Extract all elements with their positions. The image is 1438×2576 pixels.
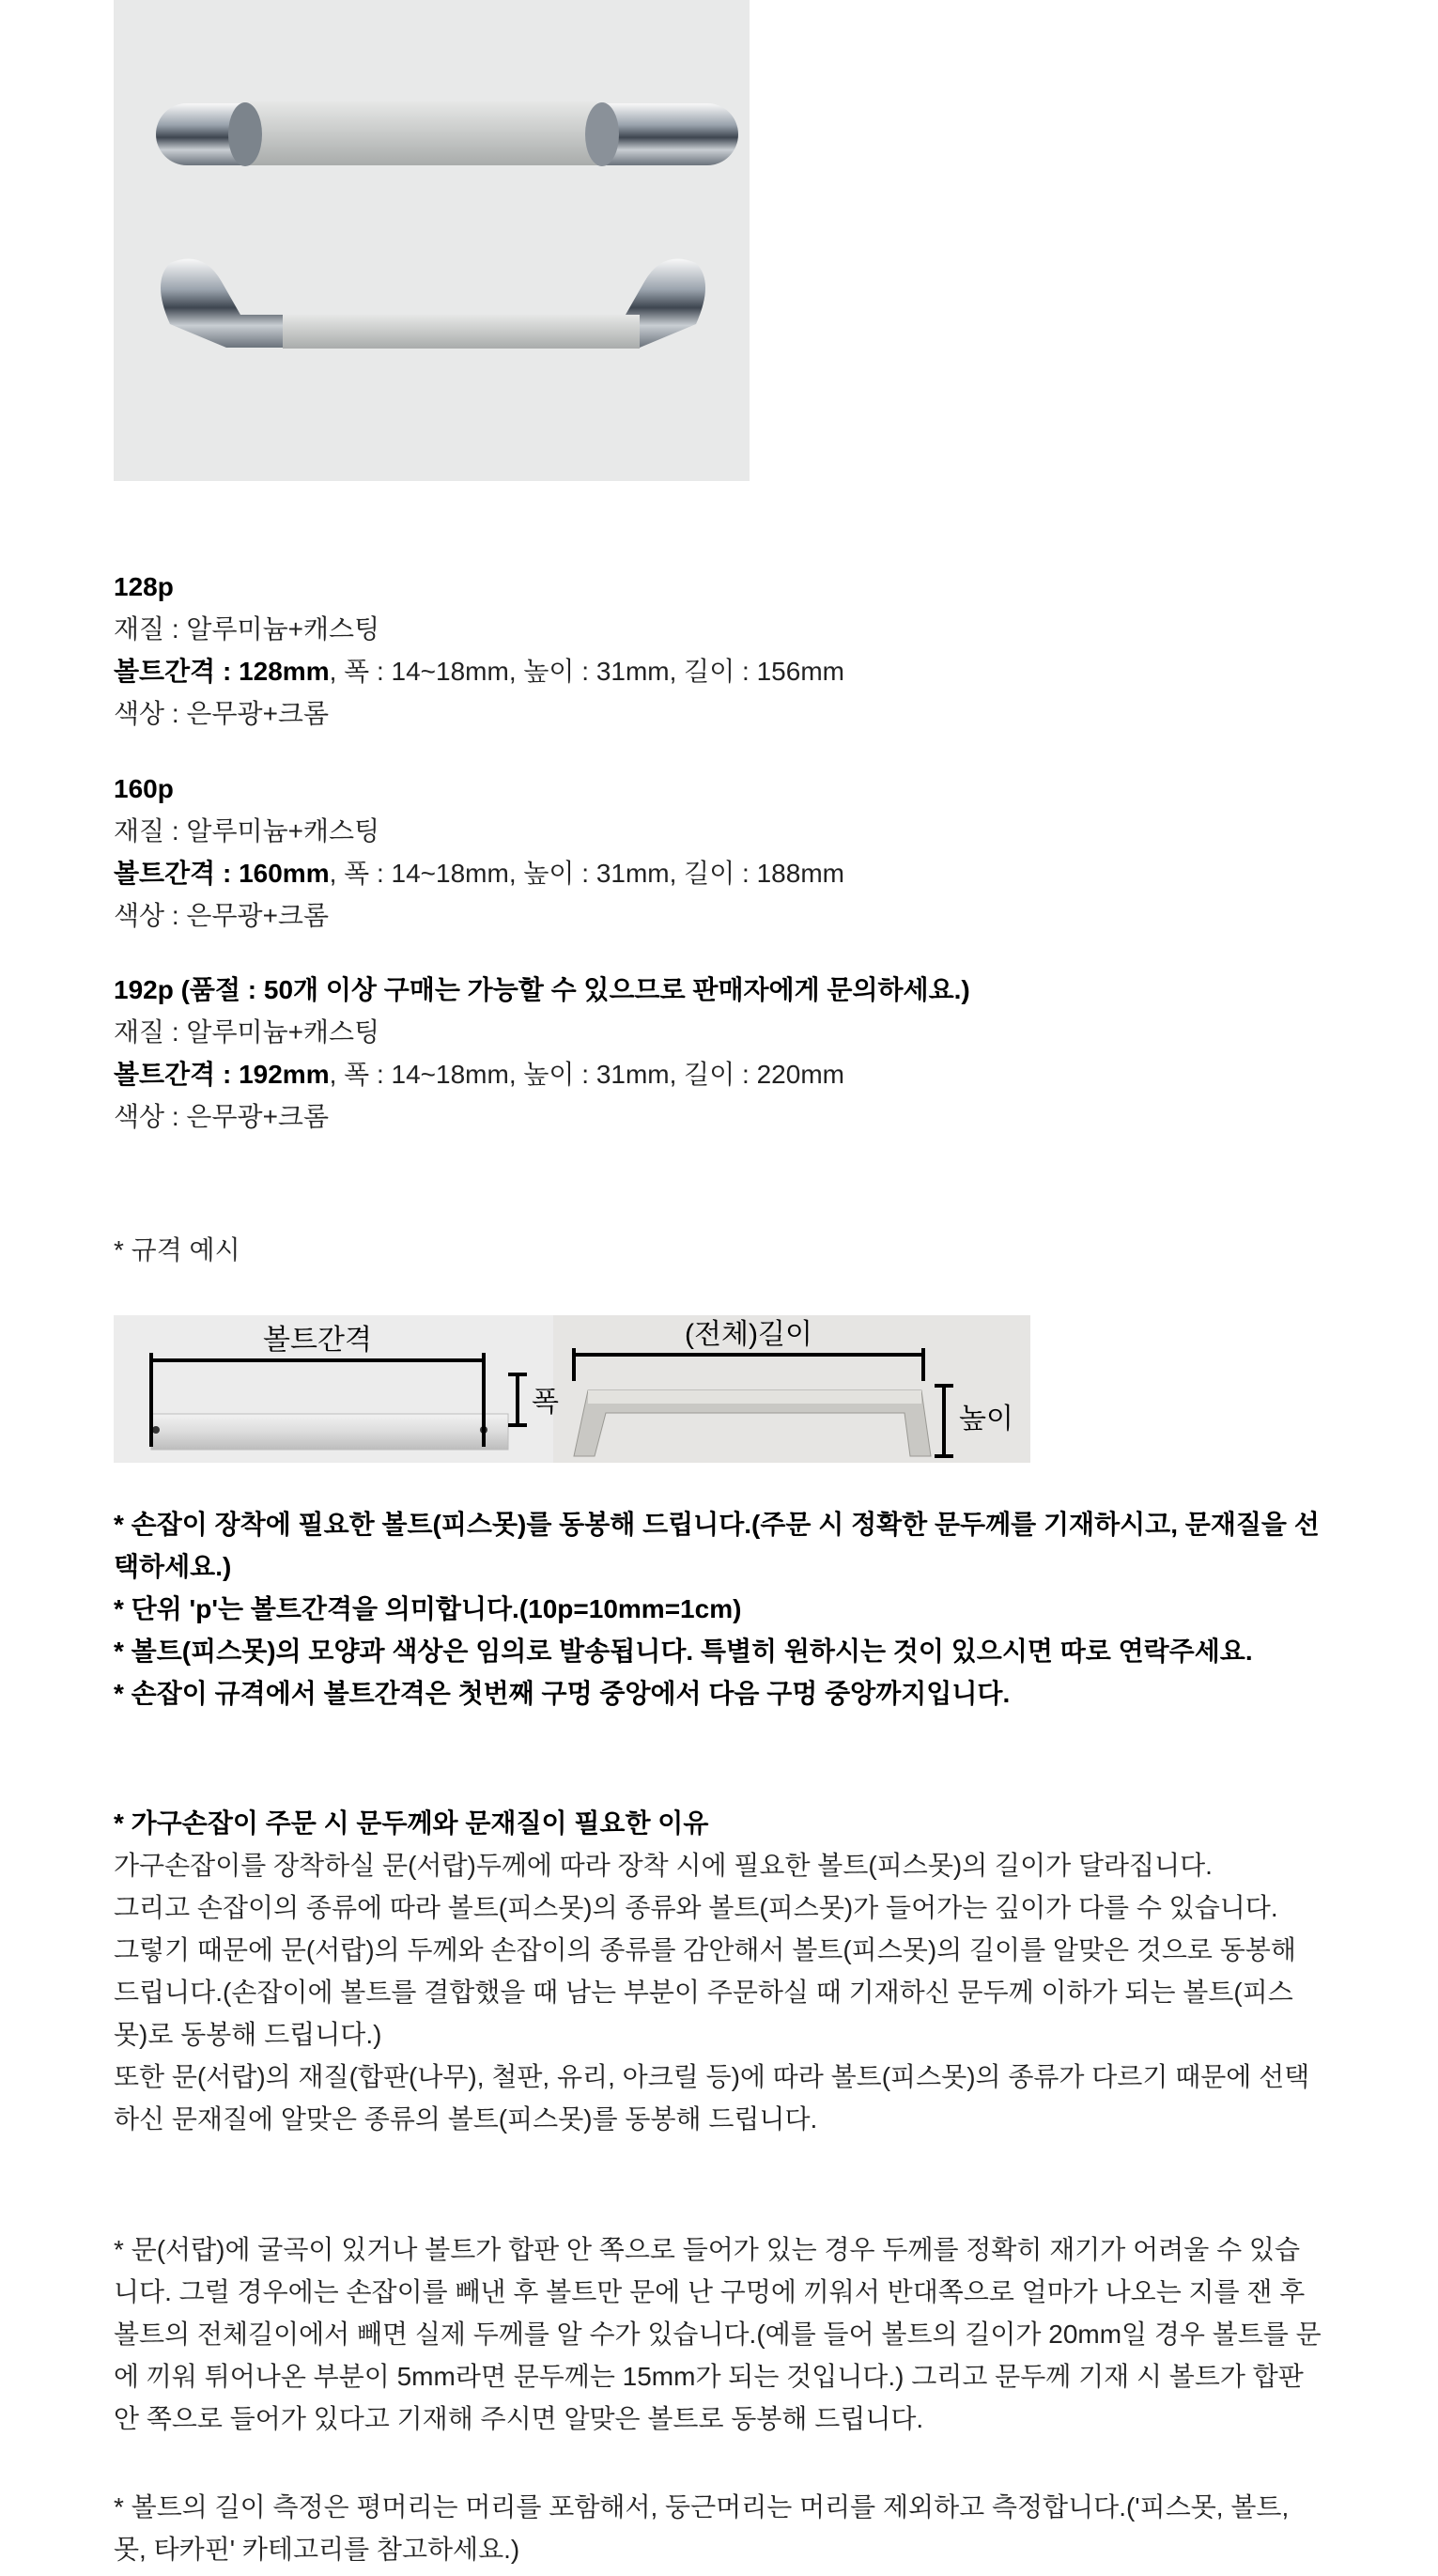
spec-diagram [114,1315,1030,1463]
note-item: * 단위 'p'는 볼트간격을 의미합니다.(10p=10mm=1cm) [114,1594,742,1623]
product-name: 160p [114,774,174,803]
product-dimensions [114,650,844,692]
reason-paragraph: 그리고 손잡이의 종류에 따라 볼트(피스못)의 종류와 볼트(피스못)가 들어가는 깊이가 다를 수 있습니다. [114,1893,1278,1922]
product-material: 재질 : 알루미늄+캐스팅 [114,614,380,644]
product-color: 색상 : 은무광+크롬 [114,901,330,930]
note-item: * 손잡이 규격에서 볼트간격은 첫번째 구멍 중앙에서 다음 구멍 중앙까지입니다. [114,1679,1011,1708]
notes-list [114,1503,1325,1715]
product-photo [114,0,750,481]
product-spec-192 [114,969,970,1138]
product-color: 색상 : 은무광+크롬 [114,1102,330,1131]
reason-heading: * 가구손잡이 주문 시 문두께와 문재질이 필요한 이유 [114,1808,709,1838]
bolt-gap-label: 볼트간격 : 160mm [114,859,330,888]
dimension-values: , 폭 : 14~18mm, 높이 : 31mm, 길이 : 188mm [329,859,844,888]
reason-paragraph: 또한 문(서랍)의 재질(합판(나무), 철판, 유리, 아크릴 등)에 따라 볼트(피스못)의 종류가 다르기 때문에 선택하신 문재질에 알맞은 종류의 볼트(피스못)를 동봉해 드립니다. [114,2062,1310,2134]
note-item: * 손잡이 장착에 필요한 볼트(피스못)를 동봉해 드립니다.(주문 시 정확한 문두께를 기재하시고, 문재질을 선택하세요.) [114,1510,1320,1581]
bolt-gap-label: 볼트간격 : 192mm [114,1060,330,1089]
height-diagram-label: 높이 [959,1404,1013,1435]
product-name: 192p (품절 : 50개 이상 구매는 가능할 수 있으므로 판매자에게 문의하세요.) [114,975,970,1004]
product-dimensions [114,852,844,894]
product-color: 색상 : 은무광+크롬 [114,699,330,728]
width-diagram-label: 폭 [532,1387,559,1418]
spec-example-heading: * 규격 예시 [114,1235,240,1265]
reason-paragraph: 가구손잡이를 장착하실 문(서랍)두께에 따라 장착 시에 필요한 볼트(피스못)의 길이가 달라집니다. [114,1851,1213,1880]
product-spec-160 [114,768,844,937]
product-dimensions [114,1053,970,1095]
dimension-values: , 폭 : 14~18mm, 높이 : 31mm, 길이 : 220mm [329,1060,844,1089]
product-material: 재질 : 알루미늄+캐스팅 [114,1017,380,1047]
note-item: * 볼트(피스못)의 모양과 색상은 임의로 발송됩니다. 특별히 원하시는 것이 있으시면 따로 연락주세요. [114,1637,1253,1666]
reason-section [114,1802,1325,2140]
measure-note: * 문(서랍)에 굴곡이 있거나 볼트가 합판 안 쪽으로 들어가 있는 경우 두께를 정확히 재기가 어려울 수 있습니다. 그럴 경우에는 손잡이를 빼낸 후 볼트만 문에 난 구멍에 끼워서 반대쪽으로 얼마가 나오는 지를 잰 후 볼트의 전체길이에서 빼면 실제 두께를 알 수가 있습니다.(예를 들어 볼트의 길이가 20mm일 경우 볼트를 문에 끼워 튀어나온 부분이 5mm라면 문두께는 15mm가 되는 것입니다.) 그리고 문두께 기재 시 볼트가 합판 안 쪽으로 들어가 있다고 기재해 주시면 알맞은 볼트로 동봉해 드립니다. [114,2235,1322,2433]
reason-paragraph: 그렇기 때문에 문(서랍)의 두께와 손잡이의 종류를 감안해서 볼트(피스못)의 길이를 알맞은 것으로 동봉해 드립니다.(손잡이에 볼트를 결합했을 때 남는 부분이 주문하실 때 기재하신 문두께 이하가 되는 볼트(피스못)로 동봉해 드립니다.) [114,1935,1296,2049]
product-material: 재질 : 알루미늄+캐스팅 [114,816,380,846]
spec-example-figure [114,1315,1030,1463]
bolt-gap-diagram-label: 볼트간격 [263,1325,372,1356]
handle-photo-illustration [114,0,750,481]
product-name: 128p [114,572,174,601]
bolt-gap-label: 볼트간격 : 128mm [114,657,330,686]
dimension-values: , 폭 : 14~18mm, 높이 : 31mm, 길이 : 156mm [329,657,844,686]
bolt-length-note: * 볼트의 길이 측정은 평머리는 머리를 포함해서, 둥근머리는 머리를 제외하고 측정합니다.('피스못, 볼트, 못, 타카핀' 카테고리를 참고하세요.) [114,2492,1290,2564]
product-spec-128 [114,566,844,735]
total-length-diagram-label: (전체)길이 [685,1319,812,1350]
